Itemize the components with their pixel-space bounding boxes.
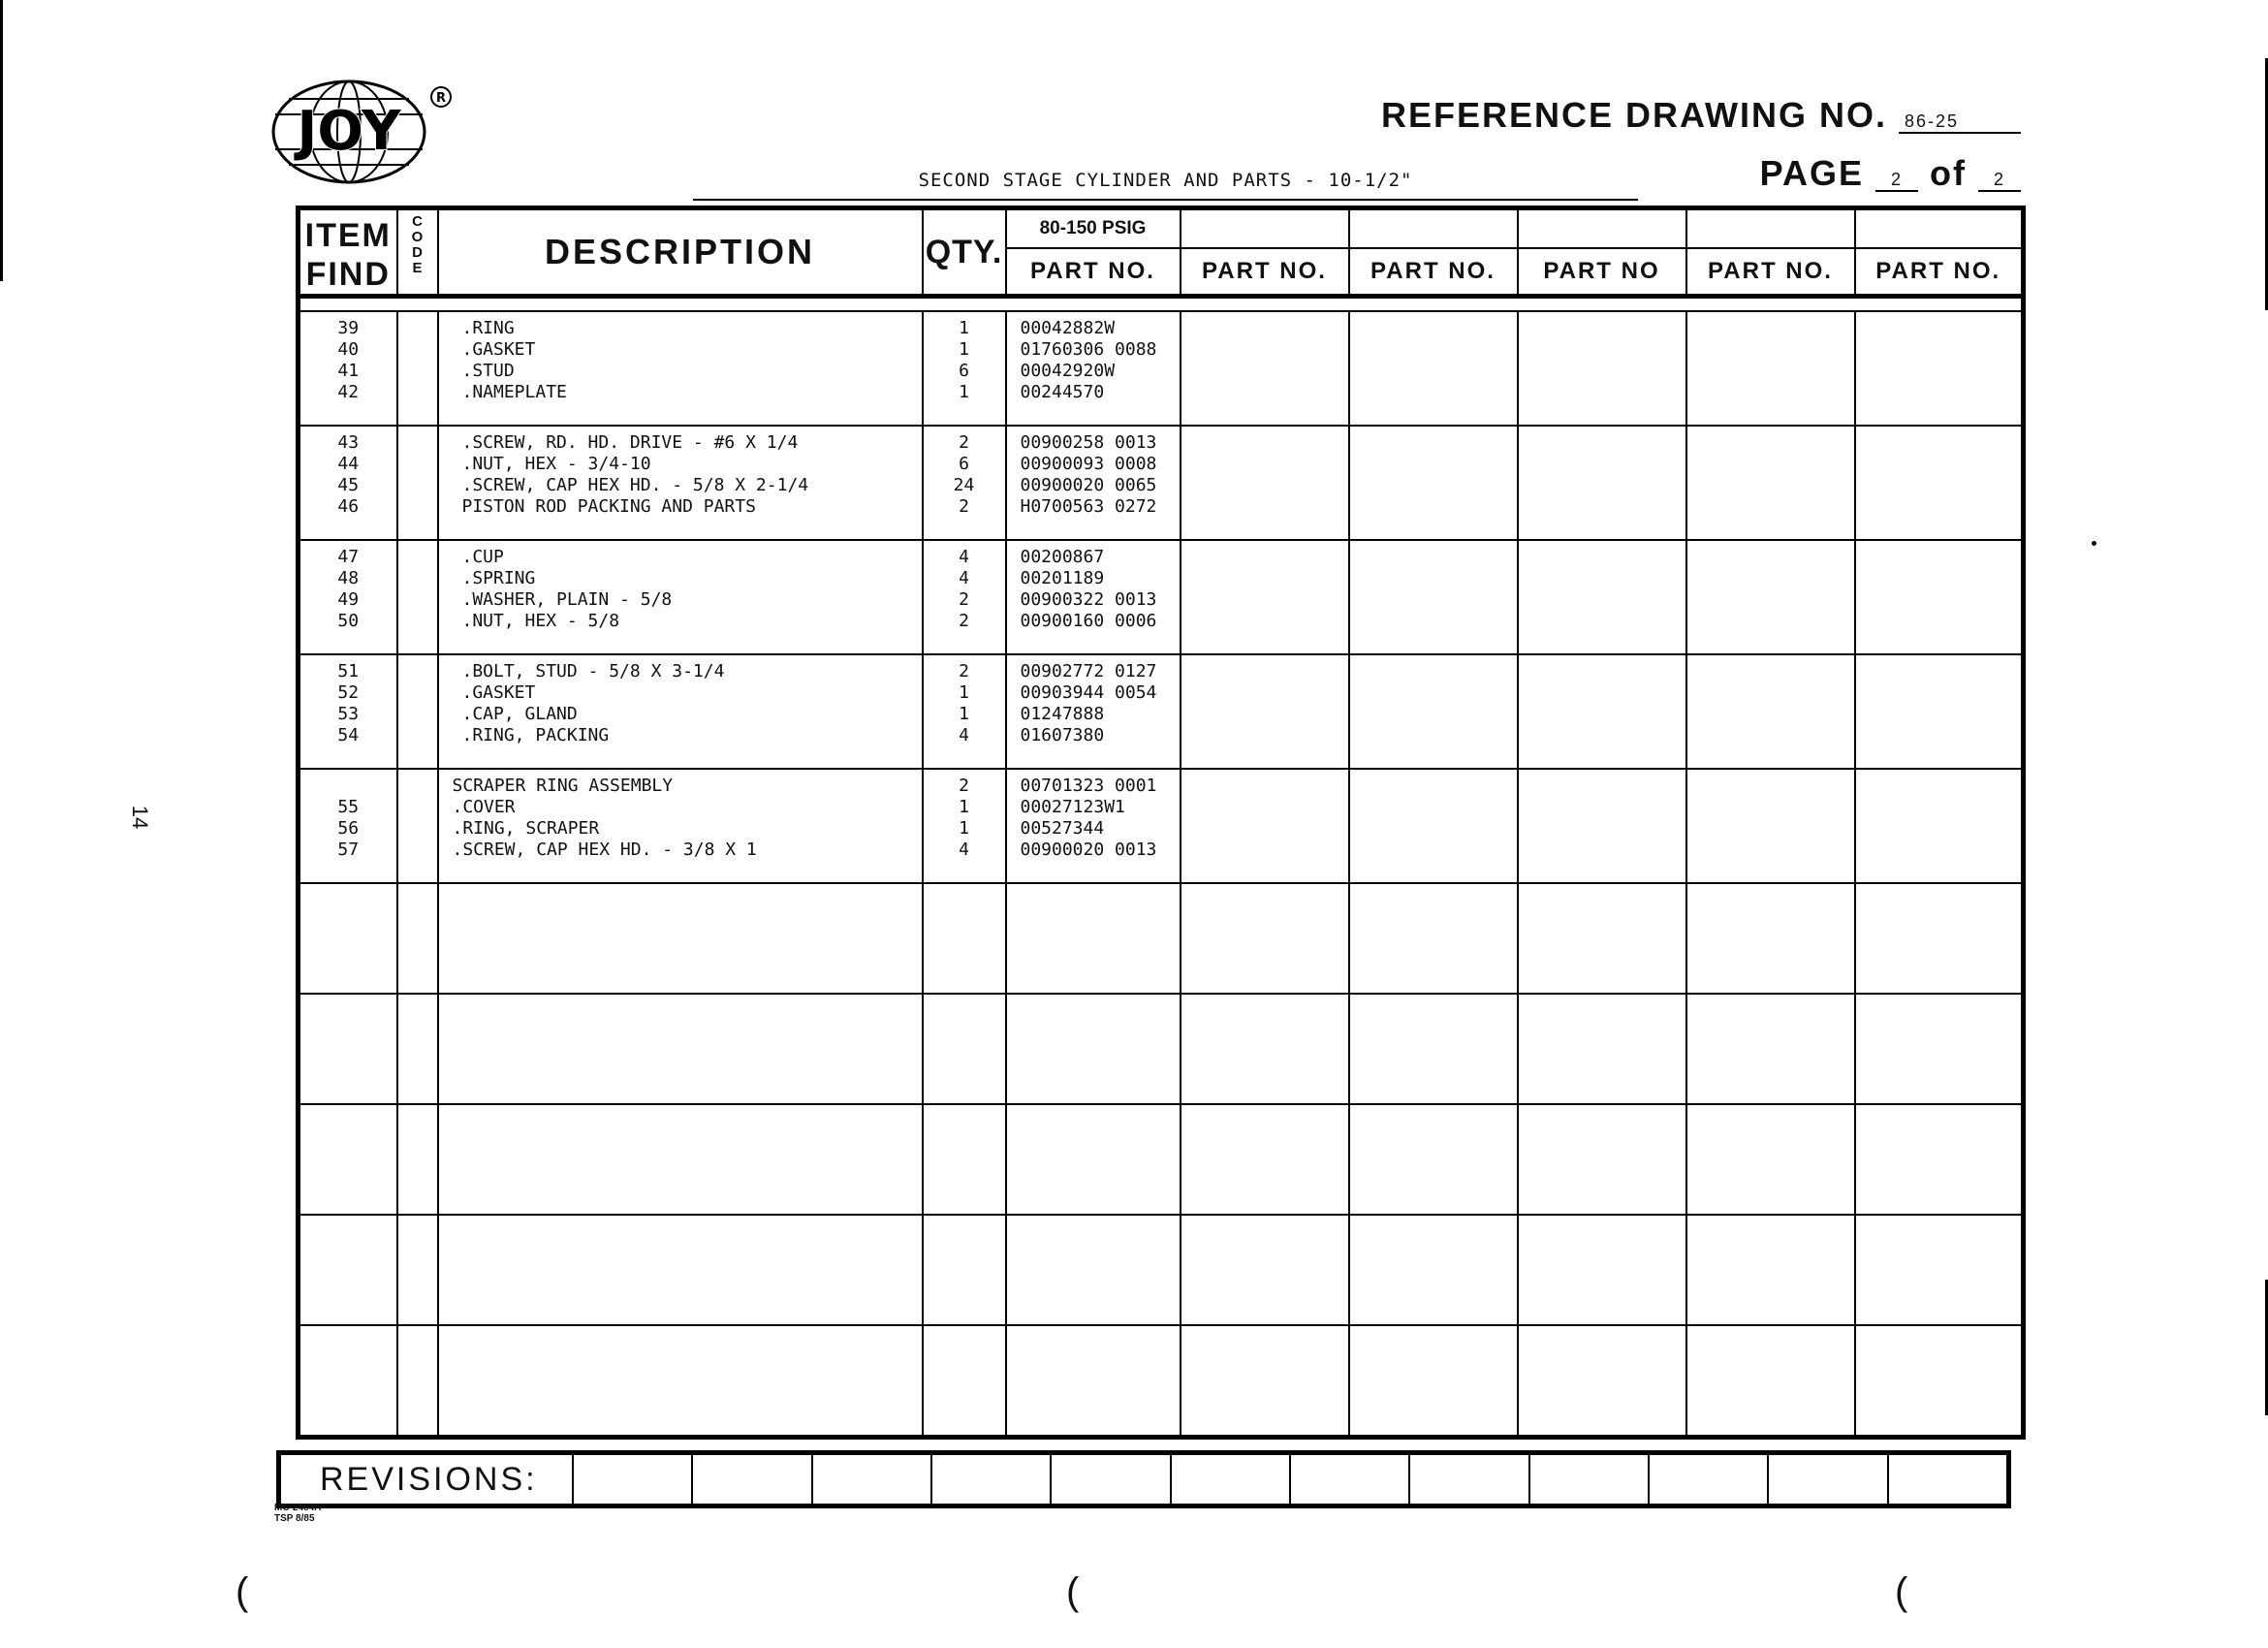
description: .GASKET <box>461 682 536 703</box>
description: .SCREW, CAP HEX HD. - 5/8 X 2-1/4 <box>461 475 809 495</box>
form-number-line2: TSP 8/85 <box>274 1513 315 1524</box>
description: .WASHER, PLAIN - 5/8 <box>461 589 673 610</box>
quantity: 6 <box>959 361 969 381</box>
part-number: 00200867 <box>1020 547 1105 567</box>
item-number: 56 <box>337 818 360 839</box>
description: .RING, PACKING <box>461 725 610 745</box>
item-number: 54 <box>337 725 360 745</box>
item-number: 53 <box>337 704 360 724</box>
quantity: 4 <box>959 568 969 588</box>
item-number: 39 <box>337 318 360 338</box>
parts-table <box>296 206 2026 1440</box>
revision-cell <box>1052 1455 1171 1504</box>
item-number: 45 <box>337 475 360 495</box>
code-cell <box>397 426 438 540</box>
revision-cell <box>932 1455 1052 1504</box>
quantity: 2 <box>959 776 969 796</box>
quantity: 4 <box>959 547 969 567</box>
item-number: 48 <box>337 568 360 588</box>
header-item: ITEM <box>304 217 392 254</box>
code-cell <box>397 540 438 654</box>
punch-hole-mark: ( <box>1895 1570 1908 1613</box>
header-part-no: PART NO <box>1518 248 1686 297</box>
reference-label: REFERENCE DRAWING NO. <box>1380 95 1887 135</box>
svg-text:R: R <box>435 91 447 106</box>
header-blank <box>1349 208 1518 248</box>
revision-cell <box>1291 1455 1410 1504</box>
reference-value: 86-25 <box>1899 111 2021 134</box>
code-cell <box>397 769 438 883</box>
part-number: 00042882W <box>1020 318 1116 338</box>
table-row <box>299 654 2024 769</box>
table-row <box>299 311 2024 426</box>
header-part-no: PART NO. <box>1686 248 1855 297</box>
header-part-no: PART NO. <box>1349 248 1518 297</box>
header-separator <box>299 297 2024 312</box>
empty-row <box>299 1104 2024 1215</box>
part-number: 00201189 <box>1020 568 1105 588</box>
empty-row <box>299 994 2024 1104</box>
description: .SPRING <box>461 568 536 588</box>
revision-cell <box>1889 1455 2006 1504</box>
header-item-find <box>299 208 397 297</box>
item-number: 55 <box>337 797 360 817</box>
part-number: 00900020 0065 <box>1020 475 1157 495</box>
quantity: 1 <box>959 339 969 360</box>
header-part-no: PART NO. <box>1181 248 1349 297</box>
description: .COVER <box>452 797 516 817</box>
part-number: 01247888 <box>1020 704 1105 724</box>
part-number: 00701323 0001 <box>1020 776 1157 796</box>
header-code <box>397 208 438 297</box>
quantity: 1 <box>959 682 969 703</box>
quantity: 2 <box>959 611 969 631</box>
page-indicator <box>1760 153 2021 194</box>
quantity: 24 <box>953 475 975 495</box>
header-blank <box>1686 208 1855 248</box>
page-current: 2 <box>1875 170 1918 192</box>
item-number: 44 <box>337 454 360 474</box>
description: SCRAPER RING ASSEMBLY <box>452 776 674 796</box>
part-number: 00027123W1 <box>1020 797 1125 817</box>
item-number: 41 <box>337 361 360 381</box>
revision-cell <box>1410 1455 1529 1504</box>
part-number: 00900020 0013 <box>1020 840 1157 860</box>
description: .RING, SCRAPER <box>452 818 600 839</box>
description: .STUD <box>461 361 515 381</box>
part-number: 00900258 0013 <box>1020 432 1157 453</box>
part-number: 00903944 0054 <box>1020 682 1157 703</box>
empty-row <box>299 1325 2024 1438</box>
header-description: DESCRIPTION <box>438 208 923 297</box>
part-number: 00900093 0008 <box>1020 454 1157 474</box>
code-letter: D <box>412 244 423 261</box>
code-cell <box>397 654 438 769</box>
header-part-no: PART NO. <box>1855 248 2024 297</box>
punch-hole-mark: ( <box>236 1570 249 1613</box>
quantity: 6 <box>959 454 969 474</box>
drawing-subtitle: SECOND STAGE CYLINDER AND PARTS - 10-1/2" <box>918 170 1413 191</box>
scan-edge-left <box>0 0 3 281</box>
item-number: 42 <box>337 382 360 402</box>
code-letter: C <box>412 213 423 230</box>
description: .NAMEPLATE <box>461 382 567 402</box>
header-blank <box>1855 208 2024 248</box>
description: .RING <box>461 318 515 338</box>
description: .SCREW, RD. HD. DRIVE - #6 X 1/4 <box>461 432 799 453</box>
revision-cell <box>1650 1455 1769 1504</box>
quantity: 1 <box>959 818 969 839</box>
description: PISTON ROD PACKING AND PARTS <box>461 496 756 517</box>
table-row <box>299 769 2024 883</box>
quantity: 2 <box>959 496 969 517</box>
empty-row <box>299 883 2024 994</box>
item-number: 40 <box>337 339 360 360</box>
revision-cell <box>1530 1455 1650 1504</box>
item-number: 51 <box>337 661 360 681</box>
form-number-line1: MC-2484A <box>274 1503 322 1513</box>
item-number: 49 <box>337 589 360 610</box>
header-part-no: PART NO. <box>1006 248 1181 297</box>
reference-drawing-number <box>1381 95 2021 136</box>
description: .SCREW, CAP HEX HD. - 3/8 X 1 <box>452 840 757 860</box>
revision-cell <box>1172 1455 1291 1504</box>
quantity: 2 <box>959 589 969 610</box>
header-blank <box>1518 208 1686 248</box>
item-number: 47 <box>337 547 360 567</box>
scan-speck <box>2092 541 2096 546</box>
quantity: 1 <box>959 704 969 724</box>
header-qty: QTY. <box>923 208 1006 297</box>
revision-cell <box>693 1455 812 1504</box>
page-of: of <box>1930 153 1967 193</box>
part-number: 00902772 0127 <box>1020 661 1157 681</box>
quantity: 1 <box>959 382 969 402</box>
code-cell <box>397 311 438 426</box>
description: .NUT, HEX - 3/4-10 <box>461 454 651 474</box>
punch-hole-mark: ( <box>1066 1570 1080 1613</box>
quantity: 2 <box>959 661 969 681</box>
table-row <box>299 540 2024 654</box>
form-number <box>274 1503 321 1524</box>
header-find: FIND <box>305 256 391 293</box>
revision-cell <box>574 1455 693 1504</box>
revisions-label: REVISIONS: <box>281 1455 574 1504</box>
item-number: 52 <box>337 682 360 703</box>
logo-wordmark: JOY <box>297 100 401 163</box>
description: .GASKET <box>461 339 536 360</box>
header-blank <box>1181 208 1349 248</box>
item-number: 46 <box>337 496 360 517</box>
item-number: 43 <box>337 432 360 453</box>
code-letter: E <box>412 260 423 276</box>
joy-logo <box>271 76 456 192</box>
quantity: 4 <box>959 725 969 745</box>
quantity: 1 <box>959 797 969 817</box>
quantity: 4 <box>959 840 969 860</box>
page-label: PAGE <box>1759 153 1864 193</box>
description: .NUT, HEX - 5/8 <box>461 611 620 631</box>
part-number: 00900160 0006 <box>1020 611 1157 631</box>
table-row <box>299 426 2024 540</box>
part-number: 00527344 <box>1020 818 1105 839</box>
part-number: 01607380 <box>1020 725 1105 745</box>
item-number: 57 <box>337 840 360 860</box>
description: .CUP <box>461 547 504 567</box>
empty-row <box>299 1215 2024 1325</box>
part-number: H0700563 0272 <box>1020 496 1157 517</box>
item-number: 50 <box>337 611 360 631</box>
quantity: 1 <box>959 318 969 338</box>
header-psig: 80-150 PSIG <box>1006 208 1181 248</box>
side-page-number: 14 <box>128 805 153 830</box>
part-number: 01760306 0088 <box>1020 339 1157 360</box>
subtitle-underline <box>693 199 1638 201</box>
code-letter: O <box>411 229 424 245</box>
part-number: 00900322 0013 <box>1020 589 1157 610</box>
quantity: 2 <box>959 432 969 453</box>
item-number <box>300 776 396 797</box>
revision-cell <box>1769 1455 1888 1504</box>
part-number: 00042920W <box>1020 361 1116 381</box>
page-total: 2 <box>1978 170 2021 192</box>
revisions-strip <box>276 1450 2011 1508</box>
revision-cell <box>813 1455 932 1504</box>
description: .CAP, GLAND <box>461 704 578 724</box>
description: .BOLT, STUD - 5/8 X 3-1/4 <box>461 661 725 681</box>
part-number: 00244570 <box>1020 382 1105 402</box>
